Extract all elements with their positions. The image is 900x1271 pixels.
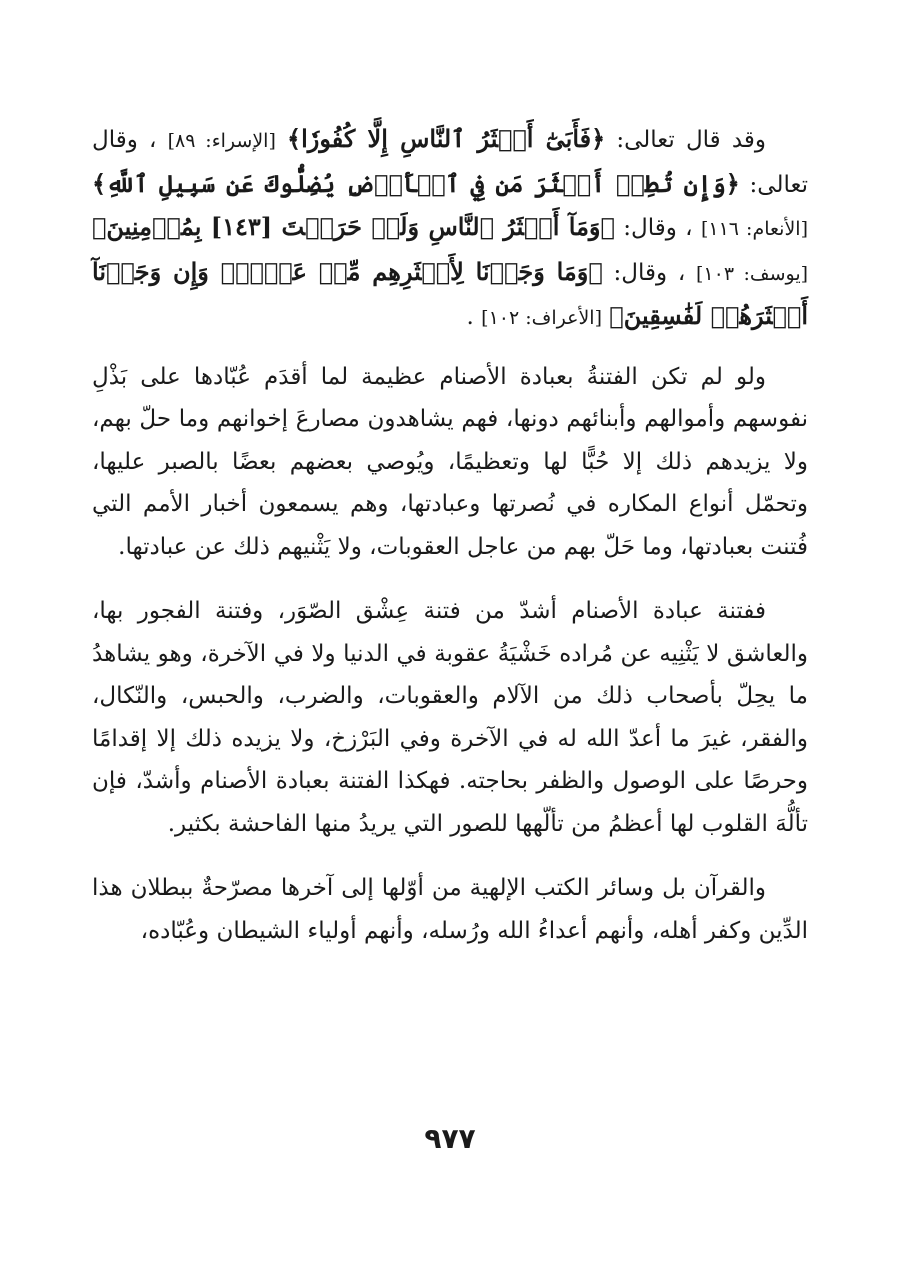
paragraph-love-of-images: ففتنة عبادة الأصنام أشدّ من فتنة عِشْق الصّوَر، وفتنة الفجور بها، والعاشق لا يَثْنِيه عن مُراده خَشْيَةُ عقوبة في الدنيا ولا في الآخرة، وهو يشاهدُ ما يحِلّ بأصحاب ذلك من الآلام والعقوبات، والضرب، والحبس، والنّكال، والفقر، غيرَ ما أعدّ الله له في الآخرة وفي البَرْزخ، ولا يزيده ذلك إلا إقدامًا وحرصًا على الوصول والظفر بحاجته. فهكذا الفتنة بعبادة الأصنام وأشدّ، فإن تألُّهَ القلوب لها أعظمُ من تألّهها للصور التي يريدُ منها الفاحشة بكثير. <box>92 598 808 837</box>
quran-verse-araf: ﴿وَمَا وَجَدۡنَا لِأَكۡثَرِهِم مِّنۡ عَهۡدٖۖ وَإِن وَجَدۡنَآ أَكۡثَرَهُمۡ لَفَٰسِقِينَ﴾ <box>92 256 808 330</box>
paragraph-quran-citations <box>92 118 808 340</box>
paragraph-quran-and-scriptures: والقرآن بل وسائر الكتب الإلهية من أوّلها إلى آخرها مصرّحةٌ ببطلان هذا الدِّين وكفر أهله، وأنهم أعداءُ الله ورُسله، وأنهم أولياء الشيطان وعُبّاده، <box>92 875 808 944</box>
book-page-body <box>92 118 808 974</box>
verse-ref-yusuf: [يوسف: ١٠٣] <box>696 262 809 285</box>
verse-ref-isra: [الإسراء: ٨٩] <box>167 130 276 152</box>
quran-verse-anam: ﴿وَإِن تُطِعۡ أَكۡثَرَ مَن فِي ٱلۡأَرۡضِ يُضِلُّوكَ عَن سَبِيلِ ٱللَّهِ﴾ <box>92 168 740 198</box>
connector-text: ، وقال: <box>614 215 693 241</box>
verse-ref-araf: [الأعراف: ١٠٢] <box>481 307 602 329</box>
paragraph-idol-worship-fitna: ولو لم تكن الفتنةُ بعبادة الأصنام عظيمة لما أقدَم عُبّادها على بَذْلِ نفوسهم وأموالهم وأبنائهم دونها، فهم يشاهدون مصارعَ إخوانهم وما حلّ بهم، ولا يزيدهم ذلك إلا حُبًّا لها وتعظيمًا، ويُوصي بعضهم بعضًا بالصبر عليها، وتحمّل أنواع المكاره في نُصرتها وعبادتها، وهم يسمعون أخبار الأمم التي فُتنت بعبادتها، وما حَلّ بهم من عاجل العقوبات، ولا يَثْنيهم ذلك عن عبادتها. <box>92 363 809 560</box>
page-number: ٩٧٧ <box>424 1122 476 1155</box>
quran-verse-isra: ﴿فَأَبَىٰٓ أَكۡثَرُ ٱلنَّاسِ إِلَّا كُفُورٗا﴾ <box>287 124 606 153</box>
connector-text: ، وقال تعالى: <box>92 127 808 198</box>
verse-ref-anam: [الأنعام: ١١٦] <box>700 218 808 240</box>
intro-text: وقد قال تعالى: <box>605 127 767 153</box>
period: . <box>466 304 474 330</box>
connector-text: ، وقال: <box>602 259 686 286</box>
quran-verse-yusuf: ﴿وَمَآ أَكۡثَرُ ٱلنَّاسِ وَلَوۡ حَرَصۡتَ [١٤٣] بِمُؤۡمِنِينَ﴾ <box>92 212 615 241</box>
